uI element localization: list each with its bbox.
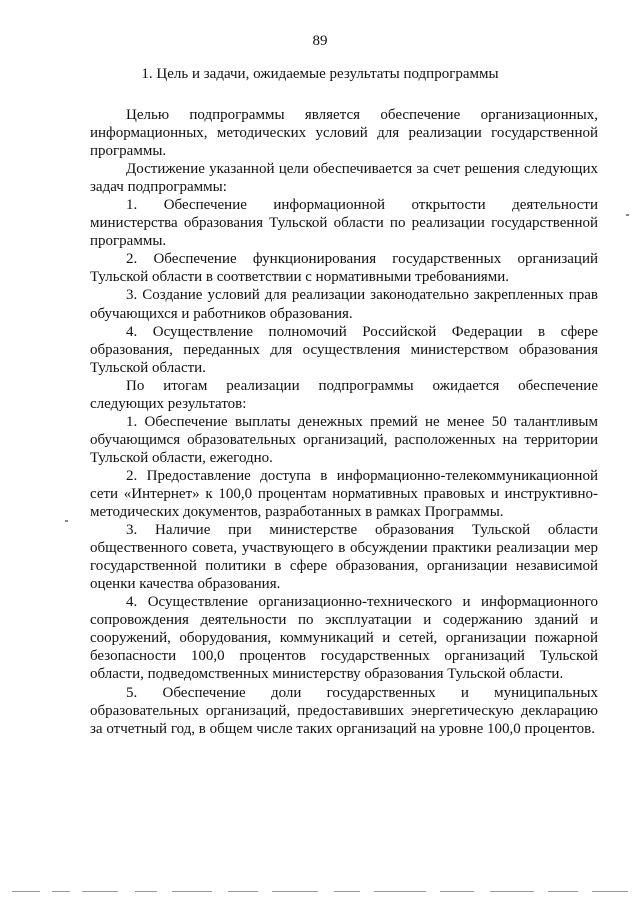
page-number: 89 [312, 33, 328, 49]
paragraph-tasks-intro: Достижение указанной цели обеспечивается за счет решения следующих задач подпрограммы: [90, 161, 598, 196]
task-item-1: 1. Обеспечение информационной открытости деятельности министерства образования Тульской области по реализации государственной программы. [90, 197, 598, 250]
result-item-1: 1. Обеспечение выплаты денежных премий не менее 50 талантливым обучающимся образовательных организаций, расположенных на территории Тульской области, ежегодно. [90, 413, 598, 466]
section-heading: 1. Цель и задачи, ожидаемые результаты подпрограммы [141, 66, 499, 82]
result-item-2: 2. Предоставление доступа в информационно-телекоммуникационной сети «Интернет» к 100,0 процентам нормативных правовых и инструктивно-методических документов, разработанных в рамках Программы. [90, 467, 598, 521]
result-item-3: 3. Наличие при министерстве образования Тульской области общественного совета, участвующего в обсуждении практики реализации мер государственной политики в сфере образования, организации независимой оценки качества образования. [90, 522, 598, 593]
paragraph-results-intro: По итогам реализации подпрограммы ожидается обеспечение следующих результатов: [90, 377, 598, 412]
result-item-5: 5. Обеспечение доли государственных и муниципальных образовательных организаций, предоставивших энергетическую декларацию за отчетный год, в общем числе таких организаций на уровне 100,0 процентов. [90, 684, 598, 737]
scan-margin-mark [65, 520, 68, 522]
task-item-2: 2. Обеспечение функционирования государственных организаций Тульской области в соответствии с нормативными требованиями. [90, 251, 598, 286]
paragraph-goal: Целью подпрограммы является обеспечение организационных, информационных, методических условий для реализации государственной программы. [90, 107, 598, 160]
scan-margin-mark [626, 214, 629, 216]
body-text [90, 106, 598, 738]
scan-edge-artifact [0, 891, 640, 895]
task-item-4: 4. Осуществление полномочий Российской Федерации в сфере образования, переданных для осуществления министерством образования Тульской области. [90, 323, 598, 376]
task-item-3: 3. Создание условий для реализации законодательно закрепленных прав обучающихся и работников образования. [90, 287, 598, 322]
result-item-4: 4. Осуществление организационно-технического и информационного сопровождения деятельности по эксплуатации и содержанию зданий и сооружений, оборудования, коммуникаций и сетей, организации пожарной безопасности 100,0 процентов государственных организаций Тульской области, подведомственных министерству образования Тульской области. [90, 594, 598, 683]
